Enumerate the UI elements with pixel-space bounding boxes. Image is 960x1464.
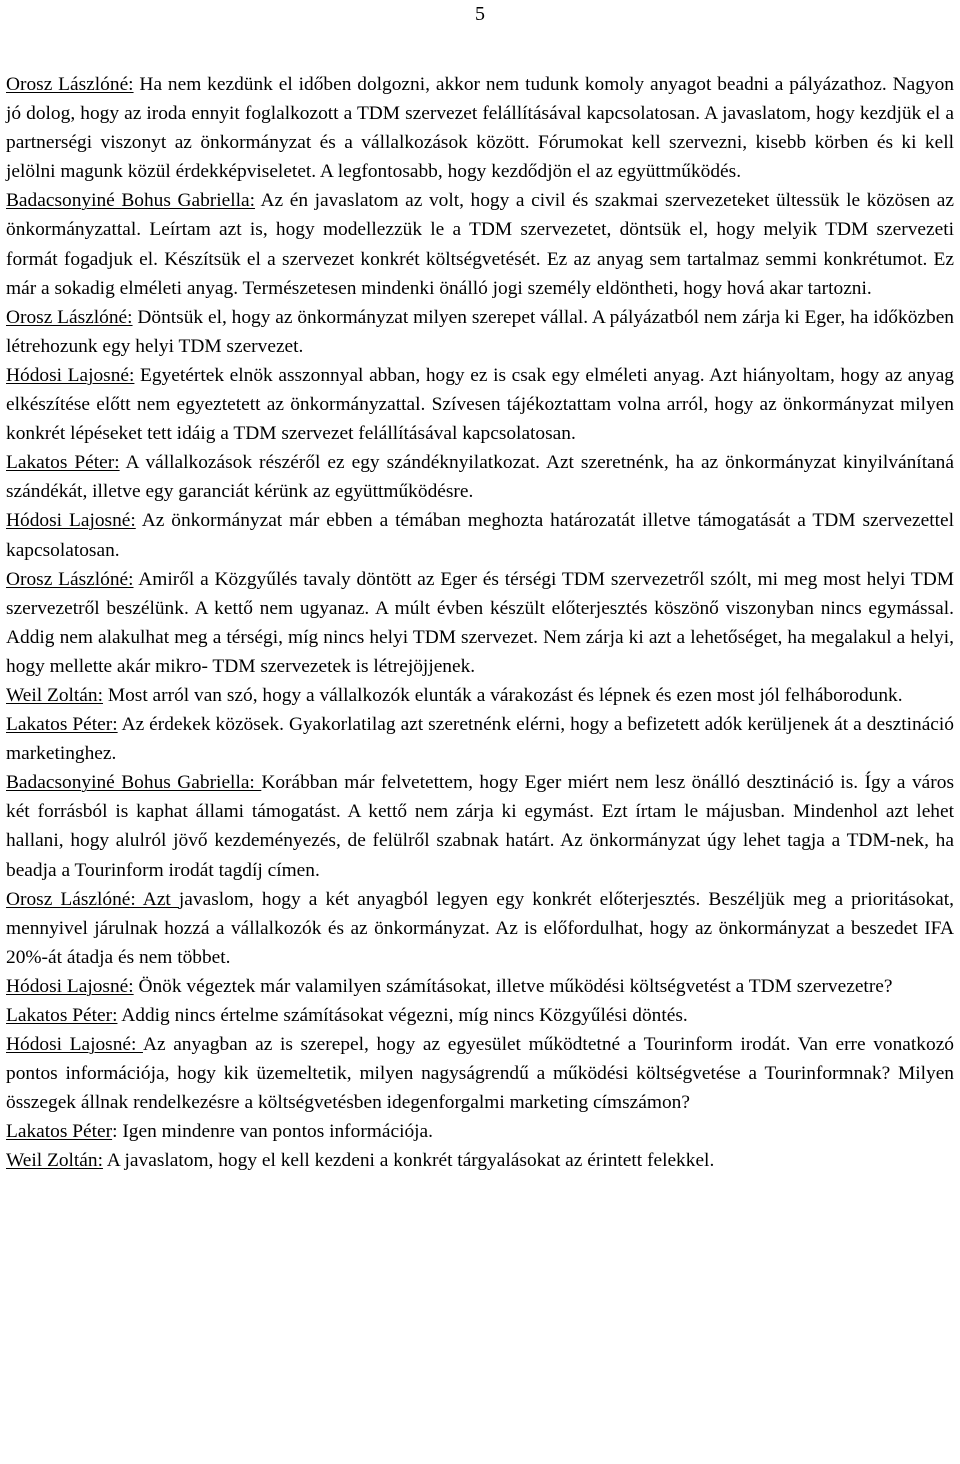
statement-text: Az érdekek közösek. Gyakorlatilag azt szeretnénk elérni, hogy a befizetett adók kerüljenek át a desztináció marketinghez. (6, 714, 954, 765)
speaker-name: Hódosi Lajosné: (6, 510, 136, 532)
statement-text: Ha nem kezdünk el időben dolgozni, akkor nem tudunk komoly anyagot beadni a pályázathoz. Nagyon jó dolog, hogy az iroda ennyit foglalkozott a TDM szervezet felállításával kapcsolatosan. A javaslatom, hogy kezdjük el a partnerségi viszonyt az önkormányzat és a vállalkozások között. Fórumokat kell szervezni, kisebb körben és ki kell jelölni magunk közül érdekképviseletet. A legfontosabb, hogy kezdődjön el az együttműködés. (6, 74, 954, 183)
statement-paragraph (6, 186, 954, 302)
statement-text: Az én javaslatom az volt, hogy a civil és szakmai szervezeteket ültessük le közösen az önkormányzattal. Leírtam azt is, hogy modellezzük le a TDM szervezetet, döntsük el, hogy melyik TDM szervezeti formát fogadjuk el. Készítsük el a szervezet konkrét költségvetését. Ez az anyag sem tartalmaz semmi konkrétumot. Ez már a sokadig elméleti anyag. Természetesen mindenki önálló jogi személy eldöntheti, hogy hová akar tartozni. (6, 190, 954, 299)
statement-text: Döntsük el, hogy az önkormányzat milyen szerepet vállal. A pályázatból nem zárja ki Eger, ha időközben létrehozunk egy helyi TDM szervezet. (6, 306, 954, 357)
statement-paragraph (6, 506, 954, 564)
statement-text: A vállalkozások részéről ez egy szándéknyilatkozat. Azt szeretnénk, ha az önkormányzat kinyilvánítaná szándékát, illetve egy garanciát kérünk az együttműködésre. (6, 452, 954, 503)
speaker-name: Lakatos Péter: (6, 714, 118, 736)
speaker-name: Lakatos Péter: (6, 452, 120, 474)
speaker-name: Weil Zoltán: (6, 1150, 103, 1172)
statement-paragraph (6, 1146, 954, 1175)
statement-paragraph (6, 972, 954, 1001)
speaker-name: Orosz Lászlóné: (6, 568, 134, 590)
statement-paragraph (6, 885, 954, 972)
statement-paragraph (6, 1117, 954, 1146)
statement-text: : Igen mindenre van pontos információja. (112, 1121, 434, 1143)
statement-text: Most arról van szó, hogy a vállalkozók elunták a várakozást és lépnek és ezen most jól felháborodunk. (102, 684, 903, 706)
statement-text: javaslom, hogy a két anyagból legyen egy konkrét előterjesztés. Beszéljük meg a prioritásokat, mennyivel járulnak hozzá a vállalkozók és az önkormányzat. Az is előfordulhat, hogy az önkormányzat a beszedet IFA 20%-át átadja és nem többet. (6, 888, 955, 968)
speaker-name: Lakatos Péter (6, 1121, 113, 1143)
speaker-name: Orosz Lászlóné: (6, 74, 134, 95)
statement-text: Önök végeztek már valamilyen számításokat, illetve működési költségvetést a TDM szervezetre? (133, 975, 893, 997)
statement-paragraph (6, 303, 954, 361)
speaker-name: Orosz Lászlóné: Azt (6, 888, 179, 910)
statement-text: A javaslatom, hogy el kell kezdeni a konkrét tárgyalásokat az érintett felekkel. (102, 1150, 715, 1172)
statement-text: Korábban már felvetettem, hogy Eger miért nem lesz önálló desztináció is. Így a város két forrásból is kaphat állami támogatást. A kettő nem zárja ki egymást. Ezt írtam le májusban. Mindenhol azt lehet hallani, hogy alulról jövő kezdeményezés, de felülről szabnak határt. Az önkormányzat úgy lehet tagja a TDM-nek, ha beadja a Tourinform irodát tagdíj címen. (6, 772, 954, 881)
speaker-name: Hódosi Lajosné: (6, 975, 134, 997)
speaker-name: Orosz Lászlóné: (6, 306, 133, 328)
speaker-name: Hódosi Lajosné: (6, 1034, 143, 1056)
statement-paragraph (6, 1001, 954, 1030)
speaker-name: Badacsonyiné Bohus Gabriella: (6, 190, 256, 212)
speaker-name: Badacsonyiné Bohus Gabriella: (6, 772, 262, 794)
statement-paragraph (6, 70, 954, 186)
speaker-name: Lakatos Péter: (6, 1005, 118, 1026)
statement-paragraph (6, 710, 954, 768)
meeting-minutes-body (6, 70, 954, 1176)
statement-text: Egyetértek elnök asszonnyal abban, hogy ez is csak egy elméleti anyag. Azt hiányoltam, hogy az anyag elkészítése előtt nem egyeztetett az önkormányzattal. Szívesen tájékoztattam volna arról, hogy az önkormányzat milyen konkrét lépéseket tett idáig a TDM szervezet felállításával kapcsolatosan. (6, 364, 954, 445)
statement-text: Amiről a Közgyűlés tavaly döntött az Eger és térségi TDM szervezetről szólt, mi meg most helyi TDM szervezetről beszélünk. A kettő nem ugyanaz. A múlt évben készült előterjesztés köszönő viszonyban nincs egymással. Addig nem alakulhat meg a térségi, míg nincs helyi TDM szervezet. Nem zárja ki azt a lehetőséget, ha megalakul a helyi, hogy mellette akár mikro- TDM szervezetek is létrejöjjenek. (6, 568, 954, 677)
statement-paragraph (6, 1030, 954, 1117)
statement-paragraph (6, 768, 954, 884)
statement-text: Az anyagban az is szerepel, hogy az egyesület működtetné a Tourinform irodát. Van erre vonatkozó pontos információja, hogy kik üzemeltetik, milyen nagyságrendű a működési költségvetése a Tourinformnak? Milyen összegek állnak rendelkezésre a költségvetésben idegenforgalmi marketing címszámon? (6, 1034, 954, 1114)
statement-paragraph (6, 361, 954, 448)
statement-text: Az önkormányzat már ebben a témában meghozta határozatát illetve támogatását a TDM szervezettel kapcsolatosan. (6, 510, 955, 561)
statement-paragraph (6, 565, 954, 681)
statement-text: Addig nincs értelme számításokat végezni, míg nincs Közgyűlési döntés. (117, 1005, 688, 1026)
speaker-name: Weil Zoltán: (6, 684, 103, 706)
speaker-name: Hódosi Lajosné: (6, 364, 135, 386)
page-number: 5 (475, 3, 485, 25)
statement-paragraph (6, 681, 954, 710)
statement-paragraph (6, 448, 954, 506)
